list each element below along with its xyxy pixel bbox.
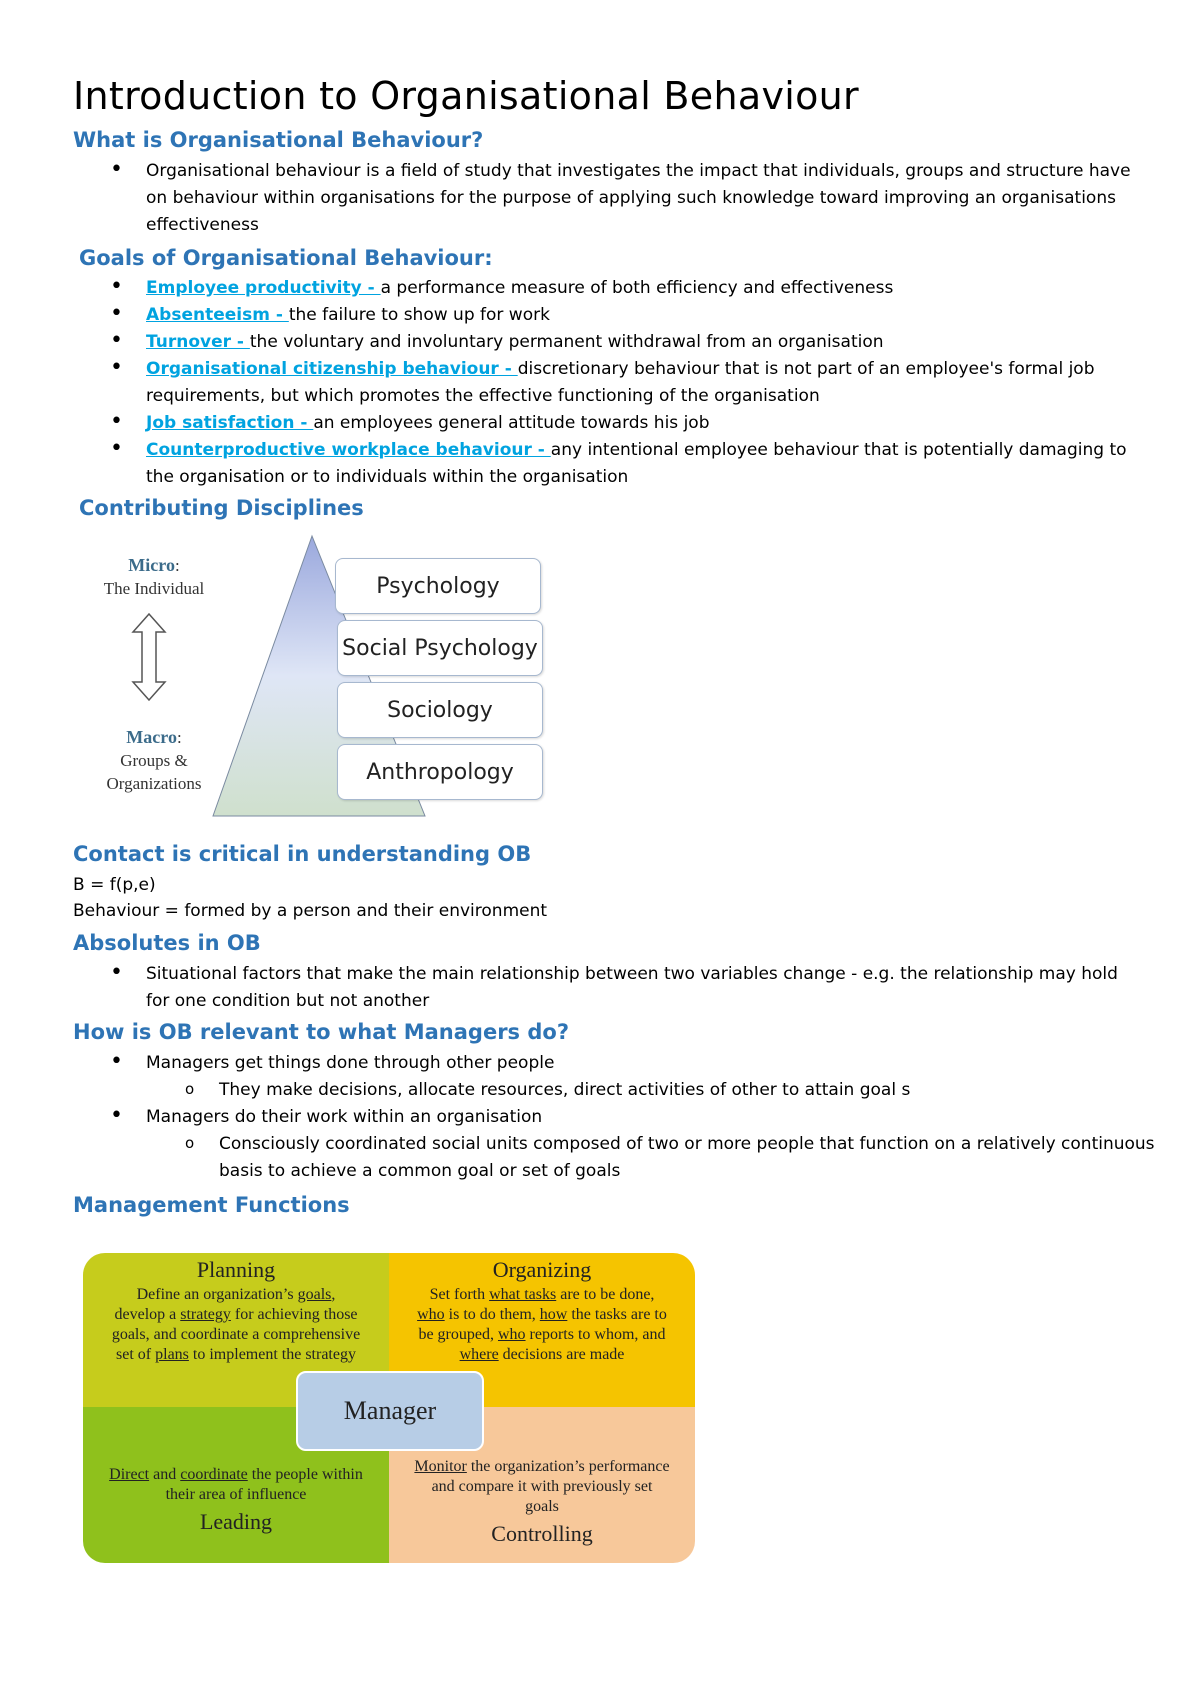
goal-term-link[interactable]: Employee productivity - xyxy=(146,278,381,298)
bullet-managers-2: • Managers do their work within an organisation xyxy=(146,1104,1146,1131)
discipline-sociology: Sociology xyxy=(337,682,543,738)
heading-disciplines: Contributing Disciplines xyxy=(79,496,364,520)
bullet-ob-definition: • Organisational behaviour is a field of study that investigates the impact that individuals, groups and structure have on behaviour within organisations for the purpose of applying such knowledge toward improving an organisations effectiveness xyxy=(146,158,1146,239)
macro-label: Macro: Groups & Organizations xyxy=(106,727,202,793)
management-functions-diagram xyxy=(83,1253,695,1563)
goal-desc: an employees general attitude towards his job xyxy=(313,413,710,433)
discipline-anthropology: Anthropology xyxy=(337,744,543,800)
controlling-description: Monitor the organization’s performance and compare it with previously set goals xyxy=(414,1458,670,1515)
goal-item xyxy=(146,302,1146,329)
goal-term-link[interactable]: Turnover - xyxy=(146,332,250,352)
leading-title: Leading xyxy=(199,1509,273,1534)
bullet-managers-1: • Managers get things done through other people xyxy=(146,1050,1146,1077)
goal-item xyxy=(146,437,1146,491)
formula-explanation: Behaviour = formed by a person and their environment xyxy=(73,901,548,921)
goal-item xyxy=(146,275,1146,302)
heading-managers: How is OB relevant to what Managers do? xyxy=(73,1020,570,1044)
planning-title: Planning xyxy=(196,1257,276,1282)
sub-bullet-managers-1: o They make decisions, allocate resources, direct activities of other to attain goal s xyxy=(219,1077,1179,1104)
organizing-title: Organizing xyxy=(492,1257,592,1282)
double-arrow-icon xyxy=(133,614,165,700)
formula-text: B = f(p,e) xyxy=(73,875,156,895)
discipline-social-psychology: Social Psychology xyxy=(337,620,543,676)
goal-item xyxy=(146,356,1146,410)
page-title: Introduction to Organisational Behaviour xyxy=(73,74,859,118)
leading-description: Direct and coordinate the people within their area of influence xyxy=(109,1466,363,1503)
goal-item xyxy=(146,410,1146,437)
goal-term-link[interactable]: Absenteeism - xyxy=(146,305,289,325)
heading-management-functions: Management Functions xyxy=(73,1193,350,1217)
discipline-psychology: Psychology xyxy=(335,558,541,614)
heading-contact: Contact is critical in understanding OB xyxy=(73,842,532,866)
sub-bullet-managers-2: o Consciously coordinated social units composed of two or more people that function on a relatively continuous basis to achieve a common goal or set of goals xyxy=(219,1131,1179,1185)
manager-center-box: Manager xyxy=(296,1371,484,1451)
goal-desc: the voluntary and involuntary permanent withdrawal from an organisation xyxy=(249,332,884,352)
planning-description: Define an organization’s goals, develop a strategy for achieving those goals, and coordinate a comprehensive set of plans to implement the strategy xyxy=(111,1286,361,1363)
controlling-title: Controlling xyxy=(491,1521,593,1546)
disciplines-diagram xyxy=(89,534,609,824)
goal-term-link[interactable]: Job satisfaction - xyxy=(146,413,314,433)
goal-desc: discretionary behaviour that is not part of an employee's formal job requirements, but which promotes the effective functioning of the organisation xyxy=(146,359,1095,406)
goal-desc: the failure to show up for work xyxy=(288,305,550,325)
heading-goals: Goals of Organisational Behaviour: xyxy=(79,246,493,270)
goal-desc: a performance measure of both efficiency and effectiveness xyxy=(380,278,894,298)
bullet-absolutes: • Situational factors that make the main relationship between two variables change - e.g. the relationship may hold for one condition but not another xyxy=(146,961,1146,1015)
heading-absolutes: Absolutes in OB xyxy=(73,931,261,955)
goal-term-link[interactable]: Counterproductive workplace behaviour - xyxy=(146,440,551,460)
micro-label: Micro: The Individual xyxy=(103,555,205,598)
goal-term-link[interactable]: Organisational citizenship behaviour - xyxy=(146,359,518,379)
organizing-description: Set forth what tasks are to be done, who is to do them, how the tasks are to be grouped, who reports to whom, and where decisions are made xyxy=(417,1286,667,1363)
goal-desc: any intentional employee behaviour that is potentially damaging to the organisation or to individuals within the organisation xyxy=(146,440,1127,487)
heading-what-is-ob: What is Organisational Behaviour? xyxy=(73,128,484,152)
goal-item xyxy=(146,329,1146,356)
